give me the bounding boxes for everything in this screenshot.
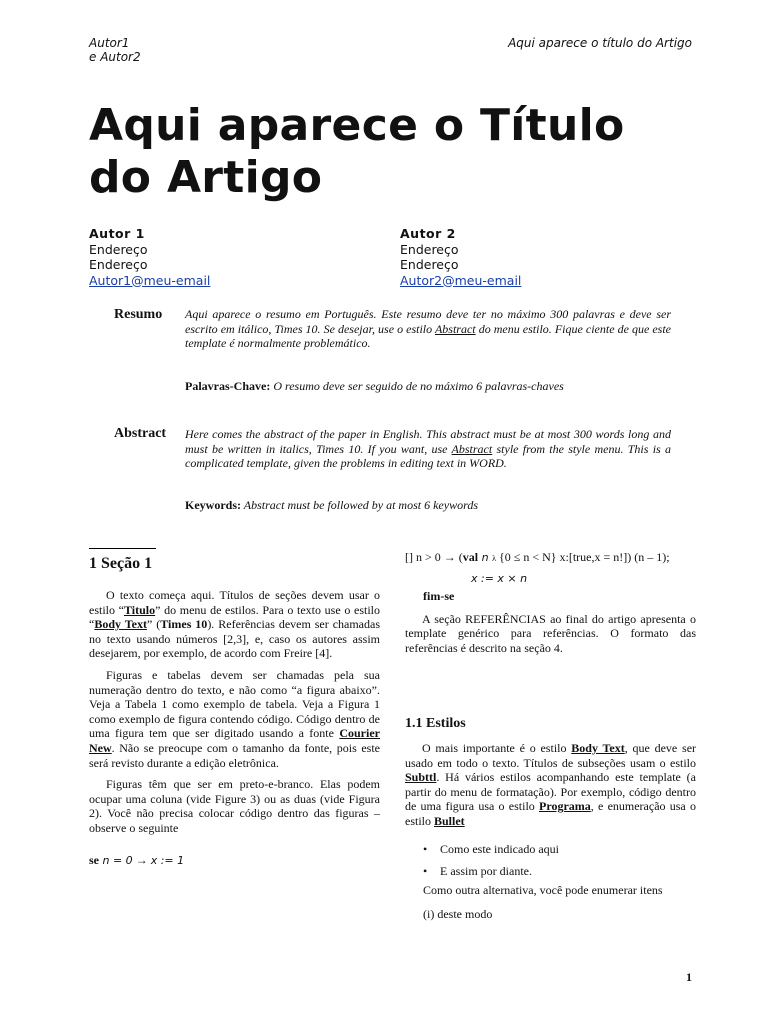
code-keyword: se	[89, 852, 99, 867]
text: . Não se preocupe com o tamanho da fonte, pois este será revisto durante a edição eletrônica.	[89, 740, 380, 770]
author-email-link[interactable]: Autor1@meu-email	[89, 272, 211, 288]
enumerated-item: (i) deste modo	[423, 907, 493, 921]
list-item-text: Como este indicado aqui	[440, 842, 559, 856]
resumo-text	[185, 307, 671, 351]
abstract-text-part: Here comes the abstract of the paper in English. This abstract must be at most 300 words long and must be written in italics, Times 10. If you want, use	[185, 427, 671, 456]
list-item-text: E assim por diante.	[440, 864, 532, 878]
paper-title	[89, 100, 709, 204]
text: ). Referências devem ser chamadas no texto usando números [2,3], e, caso os autores assim desejarem, por exemplo, de acordo com Freire [4].	[89, 617, 381, 661]
paragraph: Figuras têm que ser em preto-e-branco. Elas podem ocupar uma coluna (vide Figure 3) ou as duas (vide Figura 2). Você não precisa colocar código dentro das figuras – observe o seguinte	[89, 777, 380, 835]
style-name: Subttl	[405, 770, 437, 785]
abstract-style-link: Abstract	[451, 441, 493, 456]
code-text: {0 ≤ n < N} x:[true,x = n!]) (n – 1);	[495, 550, 670, 564]
page-number: 1	[686, 970, 692, 984]
author-address: Endereço	[89, 257, 148, 272]
keywords	[185, 498, 671, 513]
author-name: Autor 2	[400, 226, 456, 241]
palavras-chave-label: Palavras-Chave:	[185, 379, 271, 393]
paragraph	[89, 668, 380, 770]
section-title: 1 Seção 1	[89, 555, 153, 572]
author-block-2	[400, 226, 521, 288]
text: Figuras e tabelas devem ser chamadas pela sua numeração dentro do texto, e não como “a figura abaixo”. Veja a Tabela 1 como exemplo de tabela. Veja a Figura 1 como exemplo de figura contendo código. Código dentro de uma figura tem que ser digitado usando a fonte	[89, 667, 380, 741]
code-text: [] n > 0 → (	[405, 550, 463, 564]
code-line	[405, 550, 696, 567]
text: , e enumeração usa o estilo	[405, 799, 696, 828]
left-column	[89, 588, 380, 868]
right-column	[405, 550, 696, 656]
style-name: Bullet	[434, 813, 465, 828]
paper-title-line2: do Artigo	[89, 152, 323, 203]
paragraph	[89, 588, 380, 661]
text: , que deve ser usado em todo o texto. Títulos de subseções usam o estilo	[405, 741, 697, 770]
keywords-text: Abstract must be followed by at most 6 keywords	[241, 498, 478, 512]
palavras-chave	[185, 379, 671, 394]
text: . Há vários estilos acompanhando este template (a partir do menu de formatação). Por exemplo, código dentro de uma figura usa o estilo	[405, 770, 696, 814]
section-divider	[89, 548, 156, 549]
author-name: Autor 1	[89, 226, 145, 241]
text: ” do menu de estilos. Para o texto use o estilo “	[89, 602, 380, 632]
code-expr: n	[478, 551, 493, 564]
style-name: Programa	[539, 799, 591, 814]
code-line: x := x × n	[471, 571, 528, 585]
bullet-icon: •	[423, 864, 428, 878]
resumo-text-part: do menu estilo. Fique ciente de que este template é normalmente problemático.	[185, 321, 672, 350]
header-author-line2: e Autor2	[89, 50, 141, 64]
subsection-title: 1.1 Estilos	[405, 716, 466, 731]
author-address: Endereço	[400, 241, 459, 257]
style-name: Body Text	[571, 741, 625, 755]
font-name: Courier New	[89, 726, 380, 755]
resumo-label: Resumo	[114, 307, 163, 322]
author-address: Endereço	[400, 257, 459, 272]
code-expr: x := 1	[150, 853, 185, 867]
code-keyword: fim-se	[423, 589, 455, 604]
author-address: Endereço	[89, 241, 148, 257]
paragraph: A seção REFERÊNCIAS ao final do artigo apresenta o template genérico para referências. O formato das referências é descrito na seção 4.	[405, 611, 696, 655]
author-block-1	[89, 226, 210, 288]
keywords-label: Keywords:	[185, 498, 241, 512]
header-author-line1: Autor1	[89, 36, 130, 50]
resumo-text-part: Aqui aparece o resumo em Português. Este resumo deve ter no máximo 300 palavras e deve ser escrito em itálico, Times 10. Se desejar, use o estilo	[185, 307, 671, 336]
resumo-style-link: Abstract	[434, 321, 476, 336]
style-name: Titulo	[123, 602, 156, 617]
palavras-chave-text: O resumo deve ser seguido de no máximo 6 palavras-chaves	[270, 379, 564, 393]
code-arrow: →	[132, 852, 151, 867]
font-name: Times 10	[160, 617, 208, 632]
running-header-title: Aqui aparece o título do Artigo	[508, 36, 692, 50]
text: O texto começa aqui. Títulos de seções devem usar o estilo “	[89, 588, 380, 617]
paper-title-line1: Aqui aparece o Título	[89, 100, 625, 151]
paragraph: Como outra alternativa, você pode enumerar itens	[423, 883, 663, 897]
lambda-glyph: λ	[492, 554, 496, 563]
text: O mais importante é o estilo	[422, 741, 572, 755]
code-keyword: val	[462, 550, 479, 564]
paragraph	[405, 741, 696, 829]
author-email-link[interactable]: Autor2@meu-email	[400, 272, 522, 288]
right-column-body	[405, 741, 696, 829]
abstract-text-part: style from the style menu. This is a complicated template, given the problems in editing text in WORD.	[185, 441, 671, 470]
running-header-authors	[89, 36, 141, 64]
abstract-label: Abstract	[114, 426, 167, 441]
bullet-icon: •	[423, 842, 428, 856]
text: ” (	[146, 617, 161, 632]
style-name: Body Text	[94, 617, 147, 632]
code-expr: n = 0	[99, 853, 133, 867]
abstract-text	[185, 427, 671, 471]
code-line	[89, 853, 380, 869]
